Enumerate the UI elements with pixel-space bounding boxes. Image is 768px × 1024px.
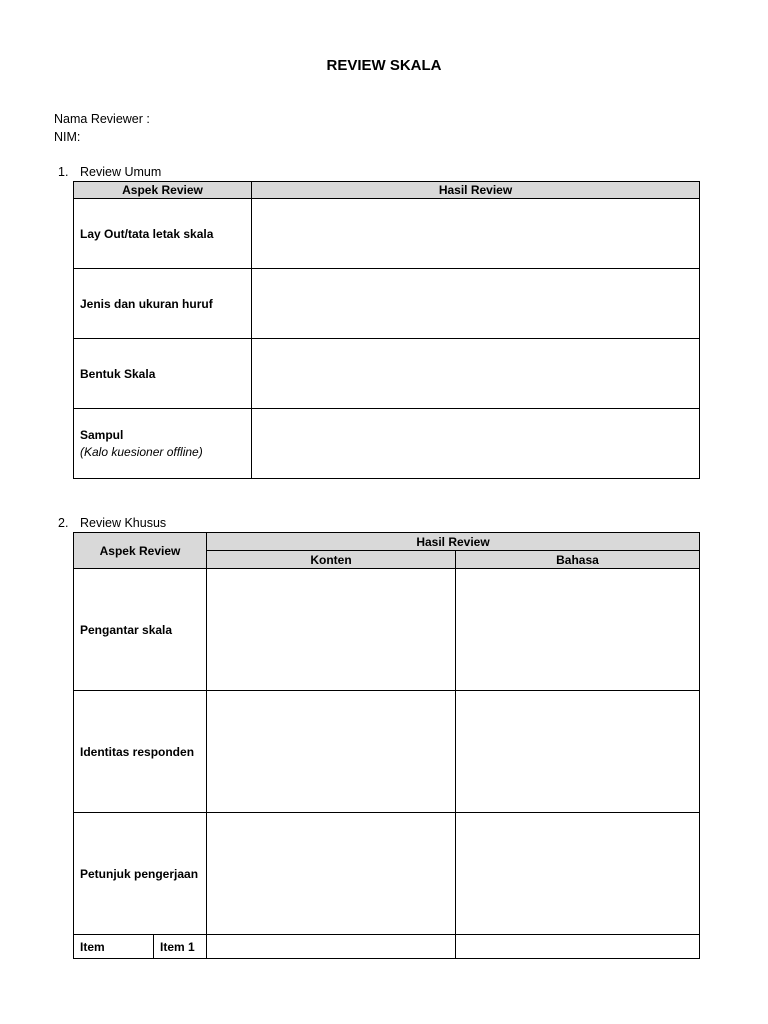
- general-review-table: [73, 181, 700, 479]
- general-review-header-row: [74, 182, 700, 199]
- section-2-heading: [58, 516, 166, 530]
- content-cell[interactable]: [207, 813, 456, 935]
- aspect-text: Lay Out/tata letak skala: [80, 226, 214, 241]
- aspect-label: [74, 199, 252, 269]
- content-cell[interactable]: [207, 935, 456, 959]
- aspect-label: [74, 813, 207, 935]
- aspect-label: [74, 409, 252, 479]
- specific-review-table: [73, 532, 700, 959]
- col-header-language: Bahasa: [456, 551, 700, 569]
- aspect-text: Bentuk Skala: [80, 366, 156, 381]
- nim-label: NIM:: [54, 130, 81, 144]
- table-row: [74, 569, 700, 691]
- col-header-aspect: Aspek Review: [74, 533, 207, 569]
- col-header-result: Hasil Review: [252, 182, 700, 199]
- aspect-text: Pengantar skala: [80, 622, 173, 637]
- aspect-label: [74, 269, 252, 339]
- table-row: [74, 409, 700, 479]
- language-cell[interactable]: [456, 691, 700, 813]
- content-cell[interactable]: [207, 569, 456, 691]
- aspect-label: [74, 569, 207, 691]
- aspect-label: [74, 691, 207, 813]
- result-cell[interactable]: [252, 199, 700, 269]
- item-number: Item 1: [154, 935, 207, 959]
- section-1-number: 1.: [58, 165, 69, 179]
- col-header-content: Konten: [207, 551, 456, 569]
- aspect-text: Jenis dan ukuran huruf: [80, 296, 213, 311]
- content-cell[interactable]: [207, 691, 456, 813]
- aspect-note: (Kalo kuesioner offline): [80, 445, 203, 459]
- language-cell[interactable]: [456, 813, 700, 935]
- language-cell[interactable]: [456, 935, 700, 959]
- table-row: [74, 269, 700, 339]
- col-header-aspect: Aspek Review: [74, 182, 252, 199]
- col-header-result: Hasil Review: [207, 533, 700, 551]
- specific-review-header-row: [74, 533, 700, 551]
- item-row: [74, 935, 700, 959]
- aspect-text: Petunjuk pengerjaan: [80, 866, 199, 881]
- table-row: [74, 691, 700, 813]
- result-cell[interactable]: [252, 339, 700, 409]
- language-cell[interactable]: [456, 569, 700, 691]
- section-2-title: Review Khusus: [80, 516, 167, 530]
- table-row: [74, 339, 700, 409]
- table-row: [74, 813, 700, 935]
- page-title: REVIEW SKALA: [326, 57, 442, 74]
- section-1-title: Review Umum: [80, 165, 162, 179]
- result-cell[interactable]: [252, 269, 700, 339]
- section-1-heading: [58, 165, 161, 179]
- reviewer-name-label: Nama Reviewer :: [54, 112, 150, 126]
- table-row: [74, 199, 700, 269]
- aspect-text: Identitas responden: [80, 744, 195, 759]
- result-cell[interactable]: [252, 409, 700, 479]
- section-2-number: 2.: [58, 516, 69, 530]
- aspect-label: [74, 339, 252, 409]
- aspect-text: Sampul: [80, 428, 124, 442]
- item-label: Item: [74, 935, 154, 959]
